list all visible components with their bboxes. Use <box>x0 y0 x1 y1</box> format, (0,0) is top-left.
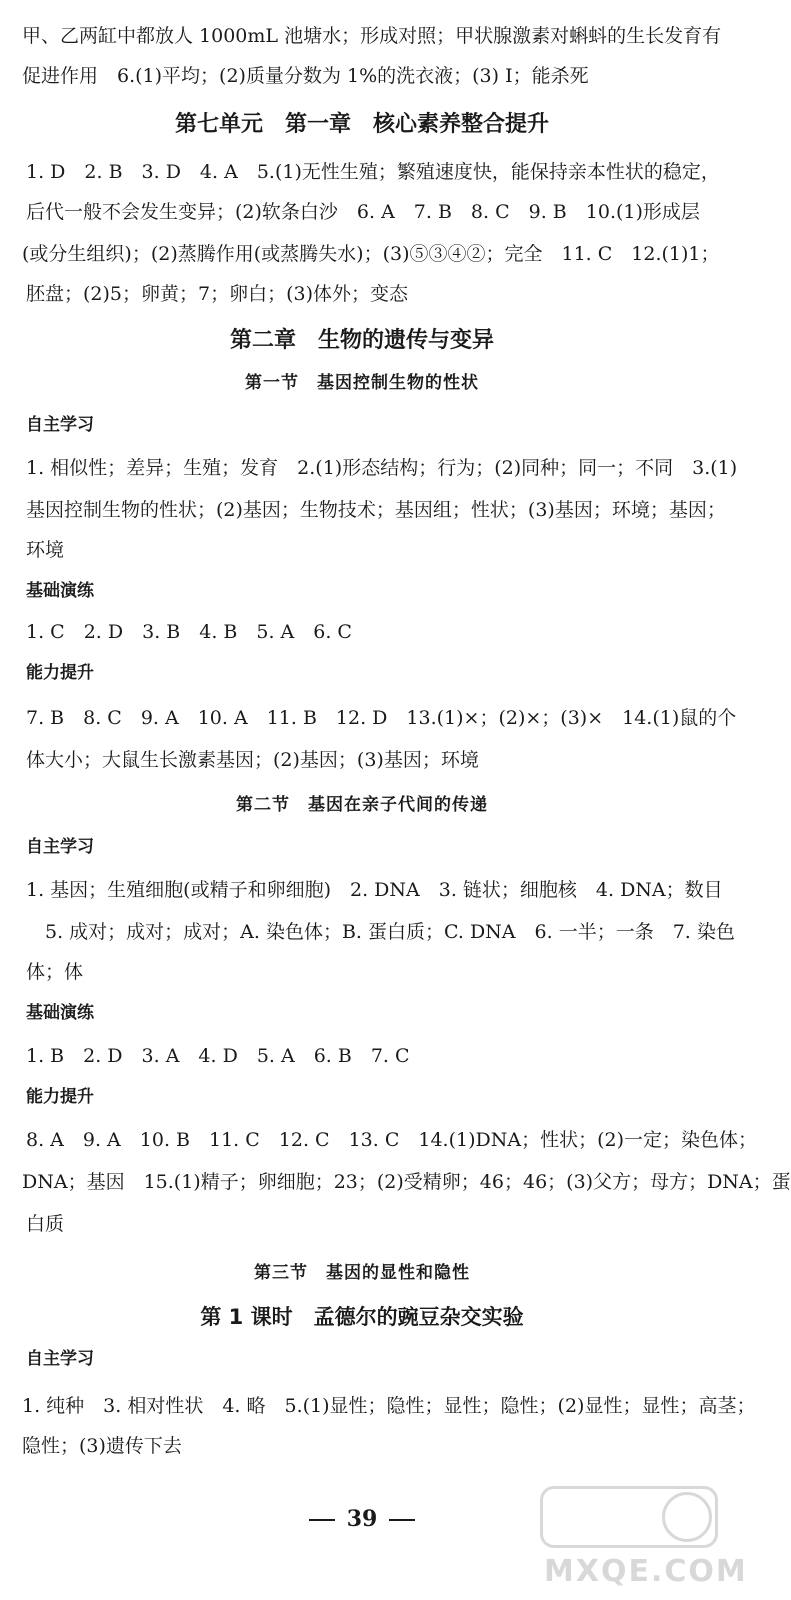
section-title: 第一节 基因控制生物的性状 <box>245 373 479 393</box>
answer-line: 1. B 2. D 3. A 4. D 5. A 6. B 7. C <box>26 1045 410 1067</box>
subsection-label: 自主学习 <box>26 415 94 435</box>
lesson-title: 第 1 课时 孟德尔的豌豆杂交实验 <box>200 1305 524 1329</box>
section-title: 第三节 基因的显性和隐性 <box>254 1263 470 1283</box>
chapter-title: 第二章 生物的遗传与变异 <box>229 328 494 353</box>
watermark-text: MXQE.COM <box>544 1554 748 1589</box>
answer-line: 体；体 <box>26 961 84 983</box>
answer-line: 体大小；大鼠生长激素基因；(2)基因；(3)基因；环境 <box>26 749 479 771</box>
answer-line: 1. 纯种 3. 相对性状 4. 略 5.(1)显性；隐性；显性；隐性；(2)显性；显性；高茎； <box>22 1395 756 1417</box>
answer-line: 基因控制生物的性状；(2)基因；生物技术；基因组；性状；(3)基因；环境；基因； <box>26 499 726 521</box>
answer-line: 1. 相似性；差异；生殖；发育 2.(1)形态结构；行为；(2)同种；同一；不同 3.(1) <box>26 457 738 479</box>
section-title: 第二节 基因在亲子代间的传递 <box>236 795 488 815</box>
subsection-label: 基础演练 <box>26 581 94 601</box>
answer-line: 环境 <box>26 539 65 561</box>
answer-line: 后代一般不会发生变异；(2)软条白沙 6. A 7. B 8. C 9. B 10.(1)形成层 <box>26 201 700 223</box>
answer-line: 5. 成对；成对；成对；A. 染色体；B. 蛋白质；C. DNA 6. 一半；一条 7. 染色 <box>26 921 735 943</box>
answer-line: 1. C 2. D 3. B 4. B 5. A 6. C <box>26 621 352 643</box>
answer-line: 胚盘；(2)5；卵黄；7；卵白；(3)体外；变态 <box>26 283 409 305</box>
dash-left <box>309 1519 335 1521</box>
subsection-label: 能力提升 <box>26 663 94 683</box>
unit-review-title: 第七单元 第一章 核心素养整合提升 <box>174 112 549 137</box>
watermark-logo <box>540 1486 748 1594</box>
answer-line: DNA；基因 15.(1)精子；卵细胞；23；(2)受精卵；46；46；(3)父方；母方；DNA；蛋 <box>22 1171 791 1193</box>
answer-line: 1. 基因；生殖细胞(或精子和卵细胞) 2. DNA 3. 链状；细胞核 4. DNA；数目 <box>26 879 723 901</box>
intro-line: 促进作用 6.(1)平均；(2)质量分数为 1%的洗衣液；(3) Ⅰ；能杀死 <box>22 65 589 87</box>
intro-line: 甲、乙两缸中都放人 1000mL 池塘水；形成对照；甲状腺激素对蝌蚪的生长发育有 <box>22 25 722 47</box>
watermark-circle-icon <box>662 1492 712 1542</box>
subsection-label: 能力提升 <box>26 1087 94 1107</box>
answer-line: 白质 <box>26 1213 65 1235</box>
subsection-label: 自主学习 <box>26 837 94 857</box>
page-number-text: 39 <box>346 1506 378 1532</box>
answer-line: 8. A 9. A 10. B 11. C 12. C 13. C 14.(1)DNA；性状；(2)一定；染色体； <box>26 1129 758 1151</box>
answer-line: 7. B 8. C 9. A 10. A 11. B 12. D 13.(1)×；(2)×；(3)× 14.(1)鼠的个 <box>26 707 737 729</box>
answer-line: 1. D 2. B 3. D 4. A 5.(1)无性生殖；繁殖速度快，能保持亲本性状的稳定， <box>26 161 720 183</box>
answer-line: 隐性；(3)遗传下去 <box>22 1435 182 1457</box>
subsection-label: 基础演练 <box>26 1003 94 1023</box>
answer-line: (或分生组织)；(2)蒸腾作用(或蒸腾失水)；(3)⑤③④②；完全 11. C 12.(1)1； <box>22 243 720 265</box>
subsection-label: 自主学习 <box>26 1349 94 1369</box>
dash-right <box>389 1519 415 1521</box>
